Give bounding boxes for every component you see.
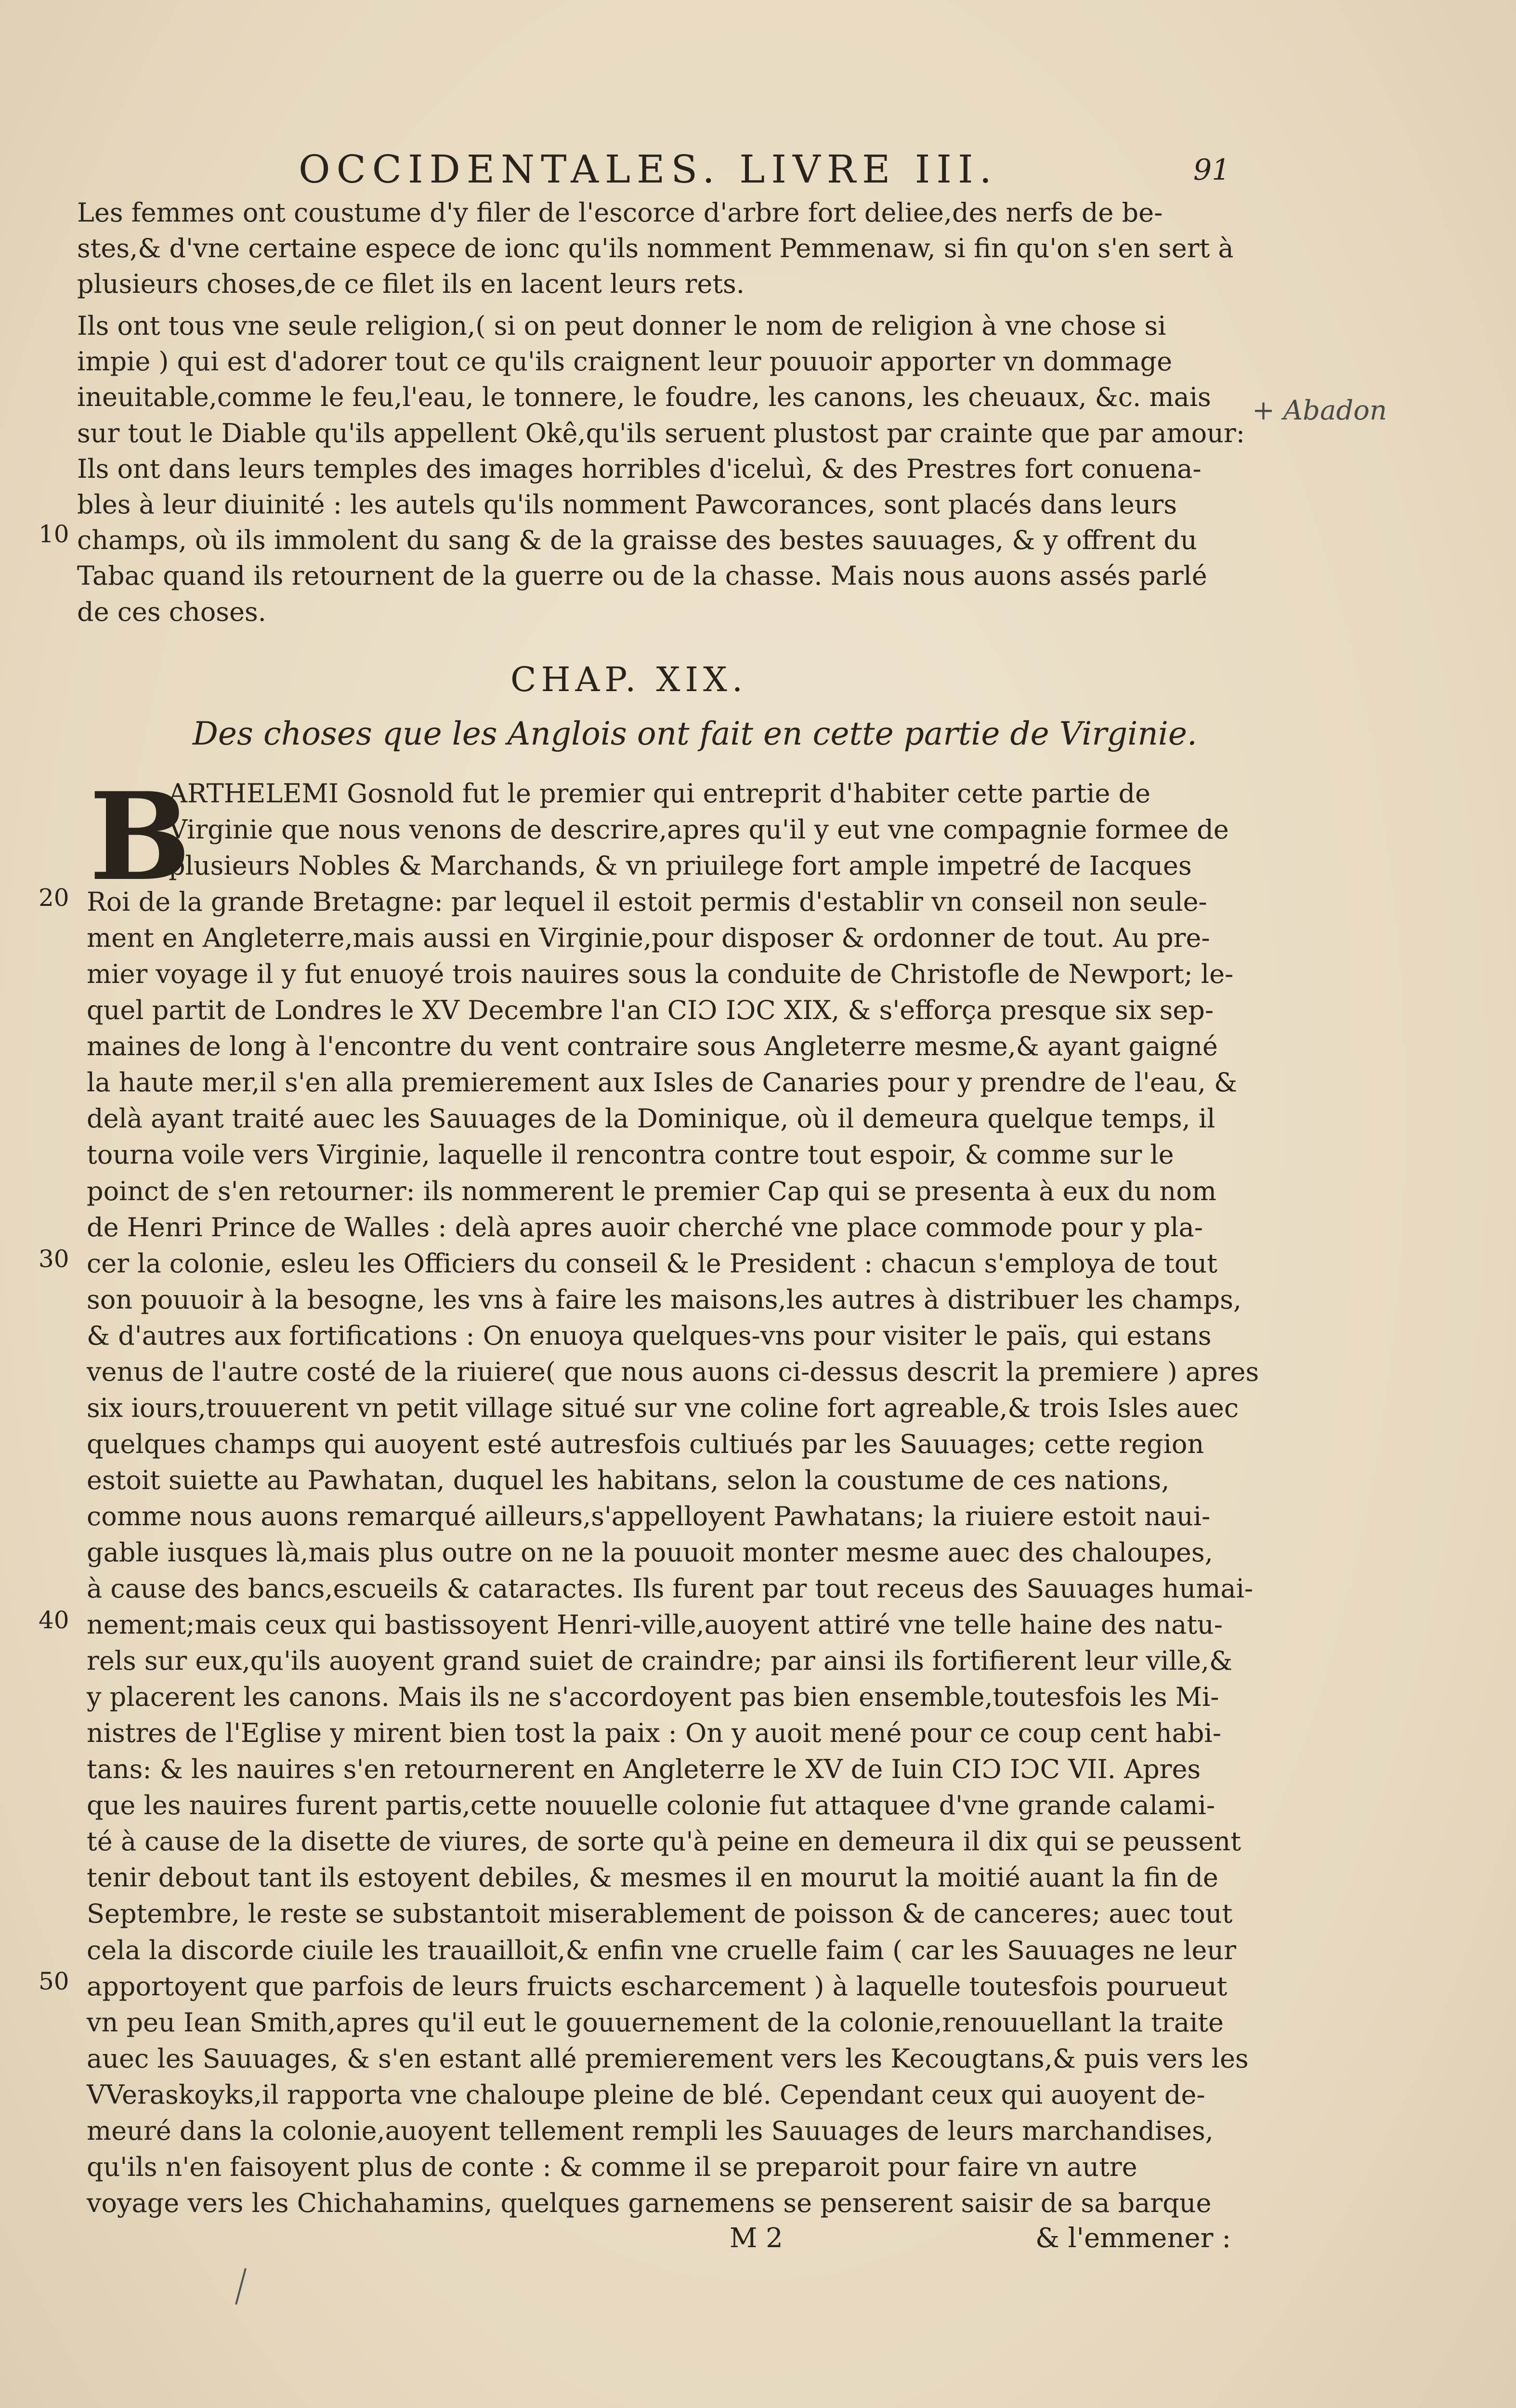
line-number: 10 <box>39 520 69 548</box>
line-number: 50 <box>39 1967 69 1995</box>
catchword: & l'emmener : <box>1035 2223 1231 2254</box>
paragraph-weaving <box>77 195 1252 302</box>
chapter-title: Des choses que les Anglois ont fait en cette partie de Virginie. <box>193 715 1197 752</box>
text-line: quel partit de Londres le XV Decembre l'an CIƆ IƆC XIX, & s'efforça presque six sep- <box>87 995 1214 1026</box>
text-line: gable iusques là,mais plus outre on ne la pouuoit monter mesme auec des chaloupes, <box>87 1537 1213 1568</box>
ink-stroke-mark <box>231 2266 250 2307</box>
text-line: à cause des bancs,escueils & cataractes. Ils furent par tout receus des Sauuages humai- <box>87 1573 1254 1604</box>
text-line: té à cause de la disette de viures, de sorte qu'à peine en demeura il dix qui se peussent <box>87 1826 1241 1857</box>
line-number: 30 <box>39 1245 69 1273</box>
handwritten-margin-note: + Abadon <box>1252 395 1387 426</box>
text-line: poinct de s'en retourner: ils nommerent le premier Cap qui se presenta à eux du nom <box>87 1176 1216 1206</box>
text-line: mier voyage il y fut enuoyé trois nauires sous la conduite de Christofle de Newport; le- <box>87 959 1234 990</box>
chapter-heading: CHAP. XIX. <box>510 660 748 699</box>
text-line: quelques champs qui auoyent esté autresfois cultiués par les Sauuages; cette region <box>87 1428 1204 1459</box>
text-line: estoit suiette au Pawhatan, duquel les habitans, selon la coustume de ces nations, <box>87 1465 1170 1495</box>
running-head: OCCIDENTALES. LIVRE III. <box>299 147 998 192</box>
text-line: Roi de la grande Bretagne: par lequel il estoit permis d'establir vn conseil non seule- <box>87 887 1207 917</box>
text-line: Ils ont dans leurs temples des images horribles d'iceluì, & des Prestres fort conuena- <box>77 453 1202 484</box>
paragraph-religion <box>77 308 1252 630</box>
text-line: auec les Sauuages, & s'en estant allé premierement vers les Kecougtans,& puis vers les <box>87 2043 1249 2074</box>
text-line: y placerent les canons. Mais ils ne s'accordoyent pas bien ensemble,toutesfois les Mi- <box>87 1682 1219 1713</box>
text-line: stes,& d'vne certaine espece de ionc qu'ils nomment Pemmenaw, si fin qu'on s'en sert à <box>77 233 1234 264</box>
text-line: son pouuoir à la besogne, les vns à faire les maisons,les autres à distribuer les champs, <box>87 1284 1242 1315</box>
line-number: 20 <box>39 884 69 912</box>
text-line: voyage vers les Chichahamins, quelques garnemens se penserent saisir de sa barque <box>87 2187 1212 2218</box>
text-line: tourna voile vers Virginie, laquelle il rencontra contre tout espoir, & comme sur le <box>87 1139 1174 1170</box>
text-line: six iours,trouuerent vn petit village situé sur vne coline fort agreable,& trois Isles auec <box>87 1392 1239 1423</box>
text-line: cela la discorde ciuile les trauailloit,& enfin vne cruelle faim ( car les Sauuages ne leur <box>87 1935 1236 1965</box>
text-line: comme nous auons remarqué ailleurs,s'appelloyent Pawhatans; la riuiere estoit naui- <box>87 1501 1211 1531</box>
text-line: tenir debout tant ils estoyent debiles, & mesmes il en mourut la moitié auant la fin de <box>87 1862 1218 1893</box>
text-line: cer la colonie, esleu les Officiers du conseil & le President : chacun s'employa de tout <box>87 1248 1217 1279</box>
text-line: de ces choses. <box>77 596 266 627</box>
text-line: Les femmes ont coustume d'y filer de l'escorce d'arbre fort deliee,des nerfs de be- <box>77 197 1163 228</box>
drop-cap: B <box>89 766 191 907</box>
text-line: Septembre, le reste se substantoit miserablement de poisson & de canceres; auec tout <box>87 1898 1233 1929</box>
text-line: de Henri Prince de Walles : delà apres auoir cherché vne place commode pour y pla- <box>87 1212 1203 1243</box>
line-number: 40 <box>39 1606 69 1634</box>
text-line: Virginie que nous venons de descrire,apres qu'il y eut vne compagnie formee de <box>169 814 1229 845</box>
text-line: plusieurs Nobles & Marchands, & vn priuilege fort ample impetré de Iacques <box>169 851 1192 881</box>
text-line: ARTHELEMI Gosnold fut le premier qui entreprit d'habiter cette partie de <box>169 778 1151 809</box>
text-line: Ils ont tous vne seule religion,( si on peut donner le nom de religion à vne chose si <box>77 311 1166 341</box>
text-line: champs, où ils immolent du sang & de la graisse des bestes sauuages, & y offrent du <box>77 525 1197 556</box>
text-line: rels sur eux,qu'ils auoyent grand suiet de craindre; par ainsi ils fortifierent leur ville,& <box>87 1646 1233 1676</box>
text-line: qu'ils n'en faisoyent plus de conte : & comme il se preparoit pour faire vn autre <box>87 2151 1137 2182</box>
chapter-body <box>87 766 1262 2221</box>
text-line: bles à leur diuinité : les autels qu'ils nomment Pawcorances, sont placés dans leurs <box>77 489 1177 520</box>
text-line: meuré dans la colonie,auoyent tellement rempli les Sauuages de leurs marchandises, <box>87 2115 1214 2146</box>
text-line: venus de l'autre costé de la riuiere( que nous auons ci-dessus descrit la premiere ) apres <box>87 1356 1259 1387</box>
text-line: delà ayant traité auec les Sauuages de la Dominique, où il demeura quelque temps, il <box>87 1103 1215 1134</box>
text-line: sur tout le Diable qu'ils appellent Okê,qu'ils seruent plustost par crainte que par amour: <box>77 418 1245 448</box>
page-number: 91 <box>1193 153 1230 187</box>
text-line: la haute mer,il s'en alla premierement aux Isles de Canaries pour y prendre de l'eau, & <box>87 1067 1238 1098</box>
text-line: ment en Angleterre,mais aussi en Virginie,pour disposer & ordonner de tout. Au pre- <box>87 923 1210 954</box>
text-line: vn peu Iean Smith,apres qu'il eut le gouuernement de la colonie,renouuellant la traite <box>87 2007 1224 2038</box>
text-line: Tabac quand ils retournent de la guerre ou de la chasse. Mais nous auons assés parlé <box>77 561 1207 591</box>
text-line: plusieurs choses,de ce filet ils en lacent leurs rets. <box>77 269 745 300</box>
text-line: & d'autres aux fortifications : On enuoya quelques-vns pour visiter le païs, qui estans <box>87 1320 1212 1351</box>
text-line: nistres de l'Eglise y mirent bien tost la paix : On y auoit mené pour ce coup cent habi- <box>87 1718 1221 1749</box>
text-line: nement;mais ceux qui bastissoyent Henri-ville,auoyent attiré vne telle haine des natu- <box>87 1610 1223 1640</box>
text-line: impie ) qui est d'adorer tout ce qu'ils craignent leur pouuoir apporter vn dommage <box>77 346 1173 377</box>
text-line: tans: & les nauires s'en retournerent en Angleterre le XV de Iuin CIƆ IƆC VII. Apres <box>87 1754 1201 1785</box>
text-line: que les nauires furent partis,cette nouuelle colonie fut attaquee d'vne grande calami- <box>87 1790 1215 1821</box>
text-line: apportoyent que parfois de leurs fruicts escharcement ) à laquelle toutesfois pourueut <box>87 1971 1228 2002</box>
signature-mark: M 2 <box>730 2223 783 2254</box>
text-line: ineuitable,comme le feu,l'eau, le tonnere, le foudre, les canons, les cheuaux, &c. mais <box>77 382 1211 413</box>
text-line: VVeraskoyks,il rapporta vne chaloupe pleine de blé. Cependant ceux qui auoyent de- <box>87 2079 1205 2110</box>
text-line: maines de long à l'encontre du vent contraire sous Angleterre mesme,& ayant gaigné <box>87 1031 1218 1062</box>
